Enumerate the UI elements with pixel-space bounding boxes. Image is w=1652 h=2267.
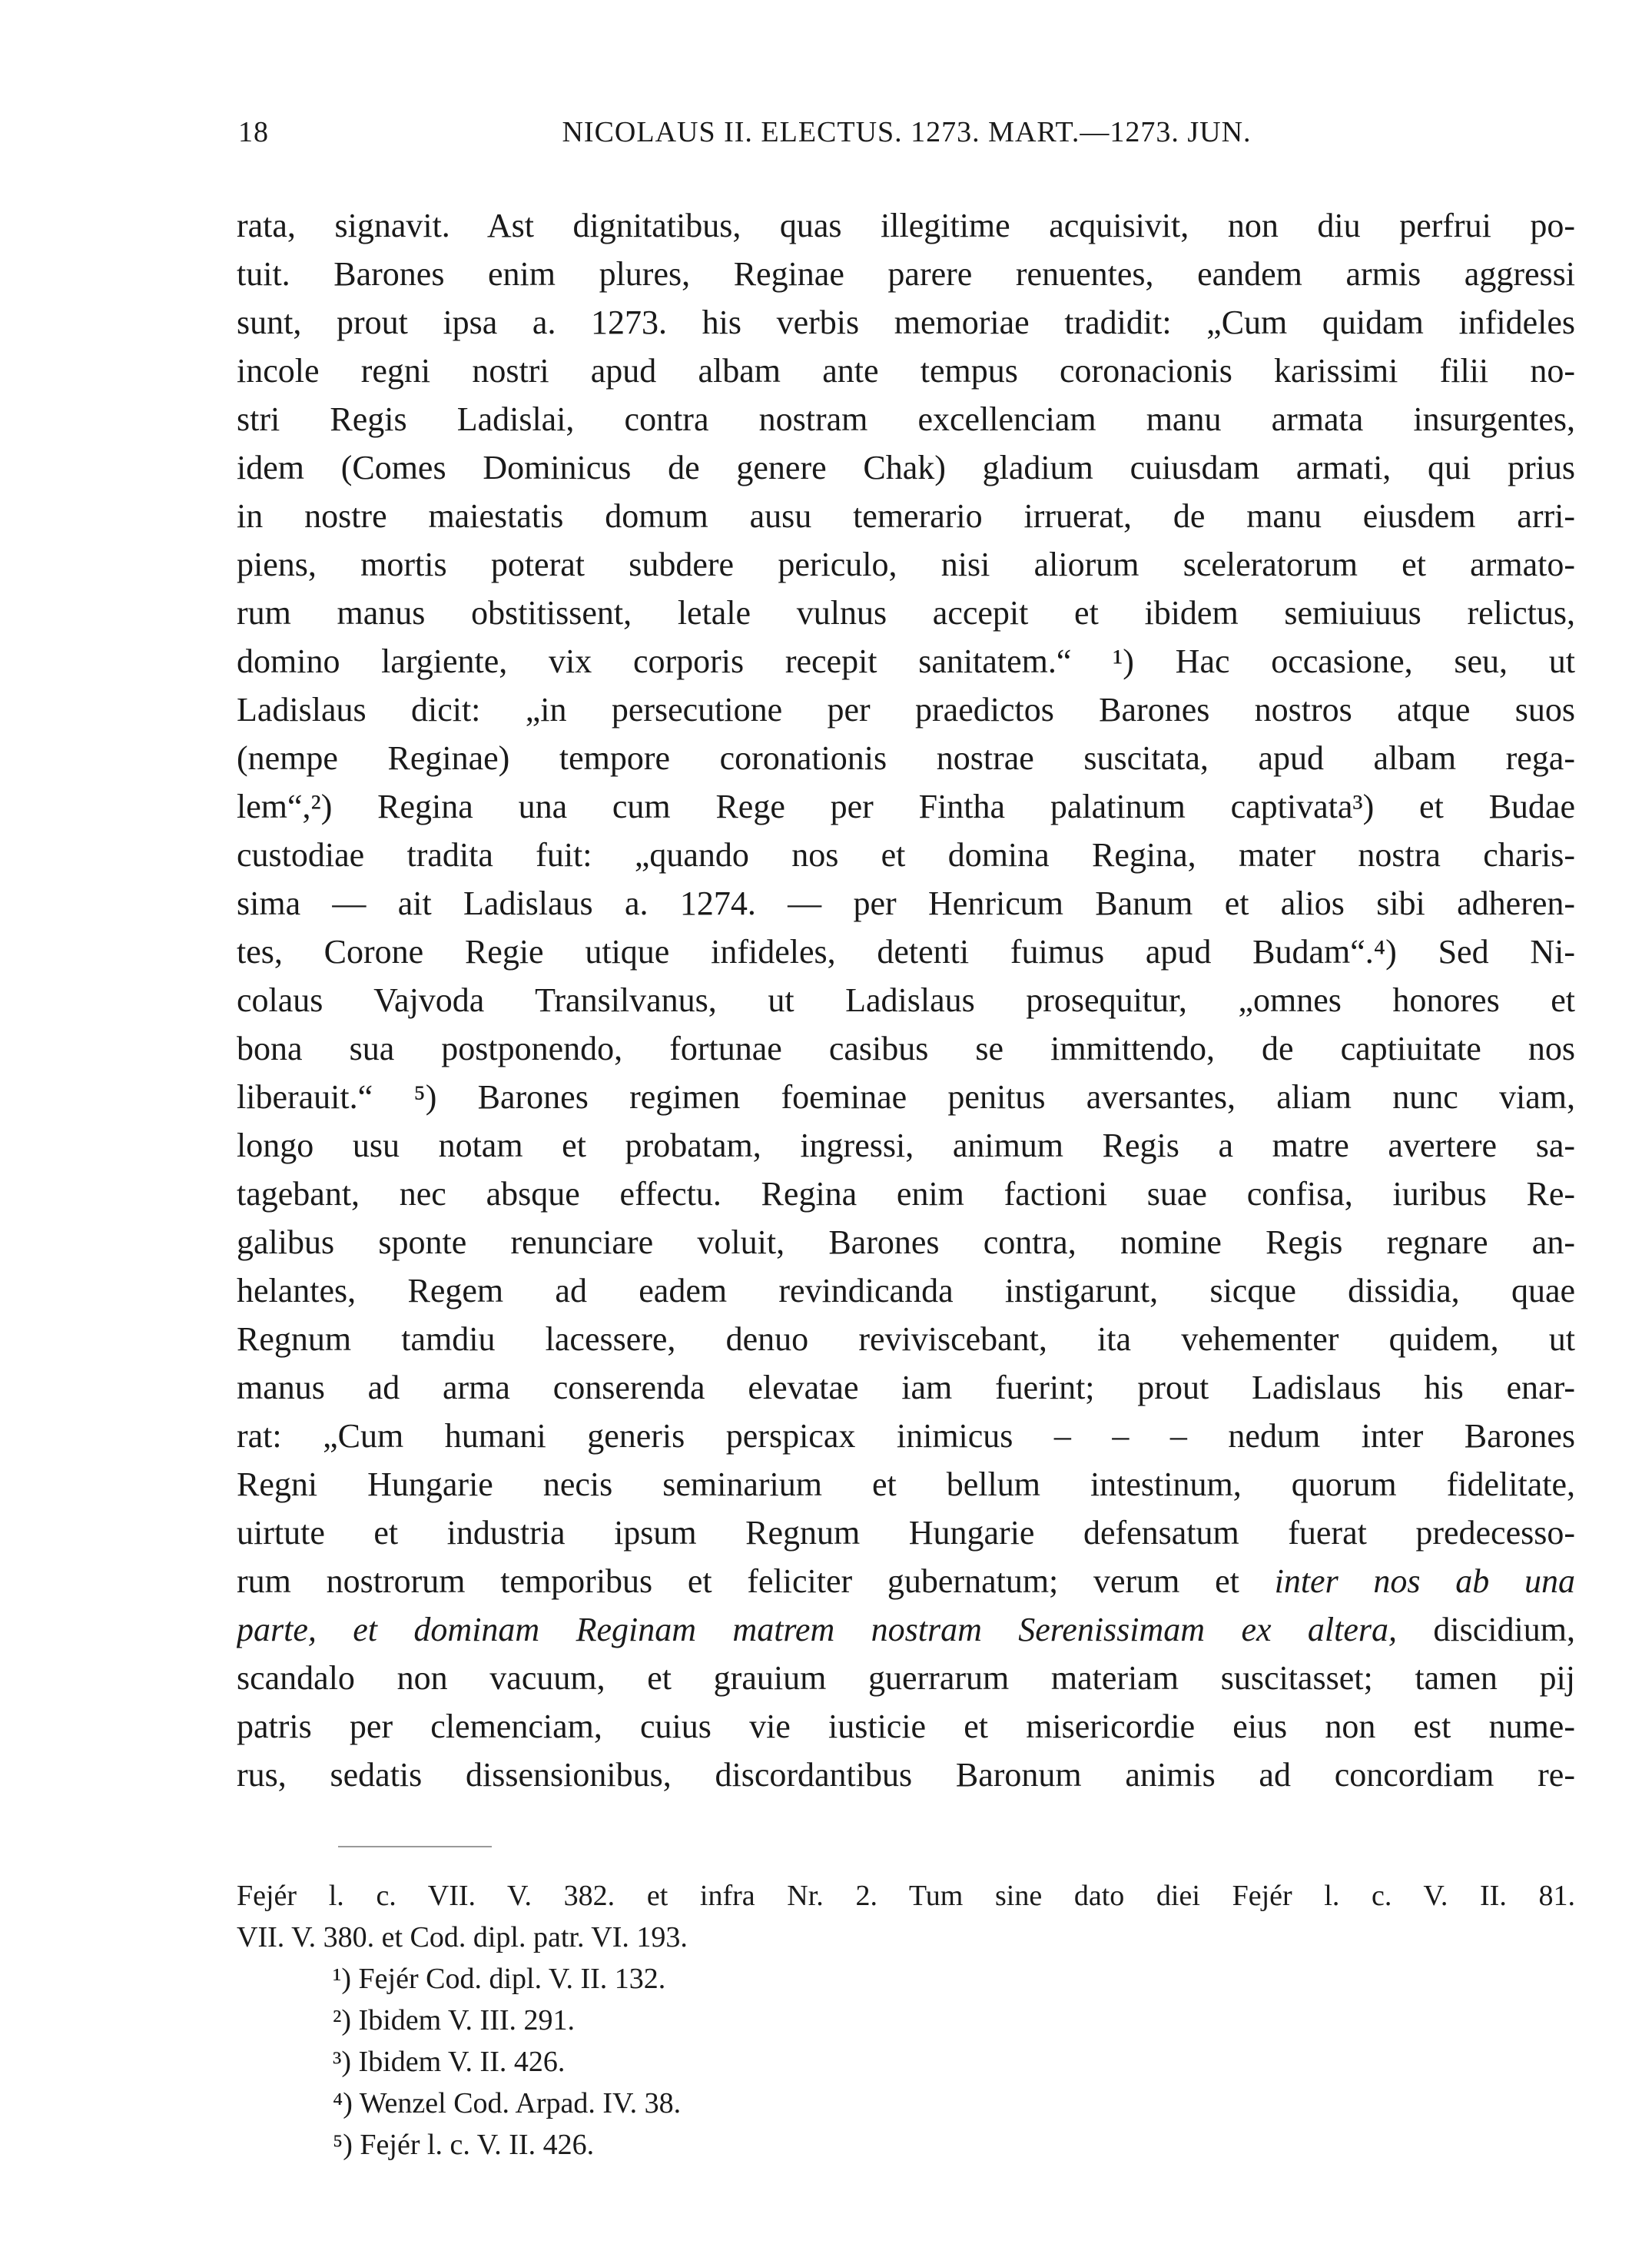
text-line: sima — ait Ladislaus a. 1274. — per Henricum Banum et alios sibi adheren- — [237, 885, 1575, 922]
text-line: uirtute et industria ipsum Regnum Hungarie defensatum fuerat predecesso- — [237, 1514, 1575, 1552]
text-line: liberauit.“ ⁵) Barones regimen foeminae penitus aversantes, aliam nunc viam, — [237, 1078, 1575, 1116]
text-line: longo usu notam et probatam, ingressi, animum Regis a matre avertere sa- — [237, 1127, 1575, 1164]
running-title: NICOLAUS II. ELECTUS. 1273. MART.—1273. JUN. — [562, 116, 1252, 148]
footnote-5: ⁵) Fejér l. c. V. II. 426. — [333, 2129, 595, 2161]
text-line: galibus sponte renunciare voluit, Barones contra, nomine Regis regnare an- — [237, 1223, 1575, 1261]
footnote-continuation: VII. V. 380. et Cod. dipl. patr. VI. 193. — [237, 1921, 688, 1953]
text-line: patris per clemenciam, cuius vie iusticie et misericordie eius non est nume- — [237, 1708, 1575, 1745]
text-line: rat: „Cum humani generis perspicax inimicus – – – nedum inter Barones — [237, 1417, 1575, 1455]
footnote-2: ²) Ibidem V. III. 291. — [333, 2004, 576, 2036]
page-number: 18 — [238, 116, 269, 148]
text-line: manus ad arma conserenda elevatae iam fuerint; prout Ladislaus his enar- — [237, 1369, 1575, 1406]
text-line: (nempe Reginae) tempore coronationis nostrae suscitata, apud albam rega- — [237, 739, 1575, 777]
text-line: rata, signavit. Ast dignitatibus, quas illegitime acquisivit, non diu perfrui po- — [237, 207, 1575, 244]
main-text — [237, 201, 1575, 1799]
text-line: rus, sedatis dissensionibus, discordantibus Baronum animis ad concordiam re- — [237, 1756, 1575, 1794]
text-line: in nostre maiestatis domum ausu temerario irruerat, de manu eiusdem arri- — [237, 497, 1575, 535]
text-segment: discidium, — [1397, 1611, 1575, 1648]
footnote-4: ⁴) Wenzel Cod. Arpad. IV. 38. — [333, 2087, 682, 2119]
italic-quote: inter nos ab una — [1274, 1562, 1575, 1600]
italic-quote: parte, et dominam Reginam matrem nostram Serenissimam ex altera, — [237, 1611, 1398, 1648]
text-line: incole regni nostri apud albam ante tempus coronacionis karissimi filii no- — [237, 352, 1575, 390]
footnote-continuation: Fejér l. c. VII. V. 382. et infra Nr. 2. Tum sine dato diei Fejér l. c. V. II. 81. — [237, 1880, 1575, 1912]
footnotes — [237, 1875, 1575, 2166]
text-line: bona sua postponendo, fortunae casibus se immittendo, de captiuitate nos — [237, 1030, 1575, 1067]
text-line: lem“,²) Regina una cum Rege per Fintha palatinum captivata³) et Budae — [237, 788, 1575, 825]
text-line: stri Regis Ladislai, contra nostram excellenciam manu armata insurgentes, — [237, 400, 1575, 438]
text-line: sunt, prout ipsa a. 1273. his verbis memoriae tradidit: „Cum quidam infideles — [237, 304, 1575, 341]
footnote-divider — [338, 1846, 492, 1847]
footnote-1: ¹) Fejér Cod. dipl. V. II. 132. — [333, 1963, 666, 1995]
text-line: domino largiente, vix corporis recepit sanitatem.“ ¹) Hac occasione, seu, ut — [237, 642, 1575, 680]
text-line: piens, mortis poterat subdere periculo, nisi aliorum sceleratorum et armato- — [237, 546, 1575, 583]
text-line: idem (Comes Dominicus de genere Chak) gladium cuiusdam armati, qui prius — [237, 449, 1575, 486]
page-header — [238, 115, 1575, 161]
text-line: Ladislaus dicit: „in persecutione per praedictos Barones nostros atque suos — [237, 691, 1575, 729]
text-line: custodiae tradita fuit: „quando nos et domina Regina, mater nostra charis- — [237, 836, 1575, 874]
text-line: Regni Hungarie necis seminarium et bellum intestinum, quorum fidelitate, — [237, 1465, 1575, 1503]
text-segment: rum nostrorum temporibus et feliciter gubernatum; verum et — [237, 1562, 1275, 1600]
text-line: tes, Corone Regie utique infideles, detenti fuimus apud Budam“.⁴) Sed Ni- — [237, 933, 1575, 971]
text-line: tuit. Barones enim plures, Reginae parere renuentes, eandem armis aggressi — [237, 255, 1575, 293]
footnote-3: ³) Ibidem V. II. 426. — [333, 2046, 566, 2078]
text-line: Regnum tamdiu lacessere, denuo reviviscebant, ita vehementer quidem, ut — [237, 1320, 1575, 1358]
text-line: rum manus obstitissent, letale vulnus accepit et ibidem semiuiuus relictus, — [237, 594, 1575, 632]
text-line: scandalo non vacuum, et grauium guerrarum materiam suscitasset; tamen pij — [237, 1659, 1575, 1697]
text-line: colaus Vajvoda Transilvanus, ut Ladislaus prosequitur, „omnes honores et — [237, 981, 1575, 1019]
text-line: helantes, Regem ad eadem revindicanda instigarunt, sicque dissidia, quae — [237, 1272, 1575, 1309]
text-line-mixed — [237, 1557, 1575, 1605]
text-line: tagebant, nec absque effectu. Regina enim factioni suae confisa, iuribus Re- — [237, 1175, 1575, 1213]
text-line-mixed — [237, 1605, 1575, 1654]
